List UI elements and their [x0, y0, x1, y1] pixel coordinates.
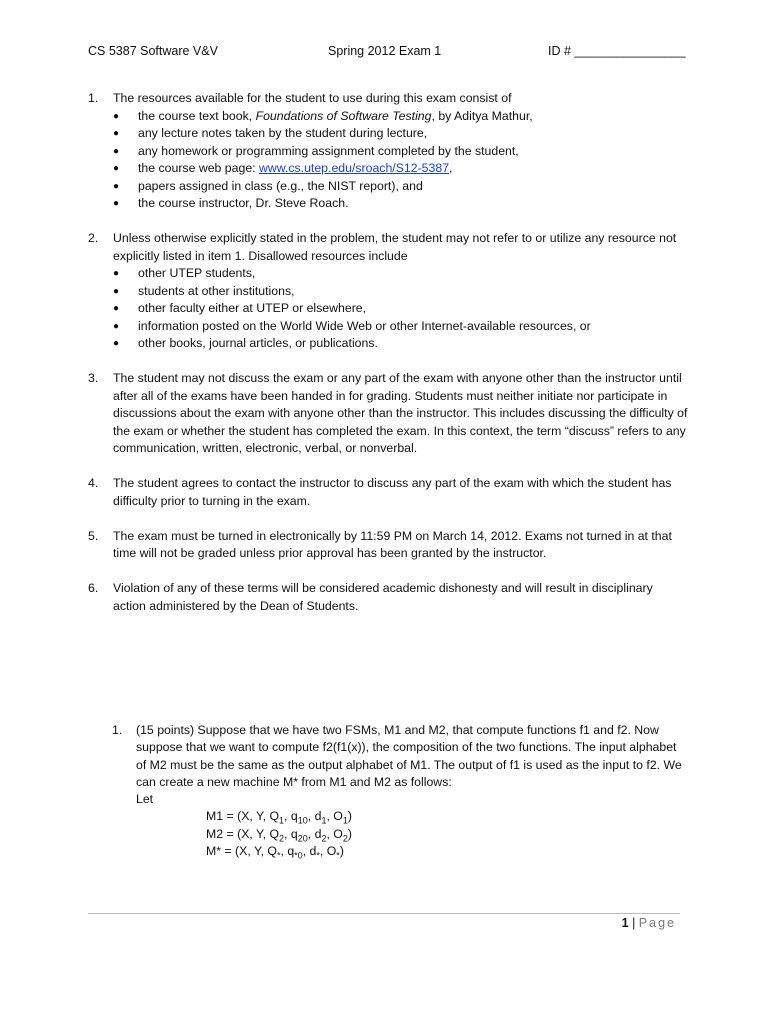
course-title: CS 5387 Software V&V [88, 44, 218, 58]
bullet-text: any lecture notes taken by the student during lecture, [138, 126, 428, 140]
bullet-text: any homework or programming assignment completed by the student, [138, 143, 519, 158]
bullet-item [113, 195, 688, 213]
bullet-icon: ● [113, 320, 120, 332]
bullet-text: students at other institutions, [138, 283, 295, 298]
formula-m2: M2 = (X, Y, $Q_2$, $q_{20}$, $d_2$, $O_2$) [206, 826, 352, 844]
rule-text: Violation of any of these terms will be considered academic dishonesty and will result in disciplinary action administered by the Dean of Students. [113, 581, 653, 613]
bullet-item [113, 335, 688, 353]
rule-text: The student agrees to contact the instructor to discuss any part of the exam with which the student has difficulty prior to turning in the exam. [113, 476, 672, 508]
rule-item [88, 580, 688, 615]
rule-number: 3. [88, 371, 99, 385]
bullet-text: information posted on the World Wide Web or other Internet-available resources, or [138, 318, 591, 333]
bullet-list [113, 108, 688, 213]
bullet-icon: ● [113, 303, 120, 314]
rule-number: 5. [88, 528, 99, 543]
bullet-item [113, 125, 688, 143]
bullet-icon: ● [113, 128, 120, 139]
bullet-icon: ● [113, 268, 120, 279]
rule-text: The exam must be turned in electronically by 11:59 PM on March 14, 2012. Exams not turned in at that time will not be graded unless prior approval has been granted by the instructor. [113, 528, 672, 560]
footer-divider [88, 913, 680, 914]
bullet-list [113, 265, 688, 353]
let-label: Let [136, 792, 154, 807]
bullet-icon: ● [113, 110, 120, 122]
rule-item [88, 230, 688, 353]
rule-number: 2. [88, 231, 99, 245]
bullet-text: , [449, 161, 453, 175]
bullet-icon: ● [113, 163, 120, 174]
bullet-text: papers assigned in class (e.g., the NIST report), and [138, 178, 423, 193]
rule-text: The student may not discuss the exam or any part of the exam with anyone other than the instructor until after all of the exams have been handed in for grading. Students must neither initiate nor participate in discussions about the exam with anyone other than the instructor. This includes discussing the difficulty of the exam or whether the student has completed the exam. In this context, the term “discuss” refers to any communication, written, electronic, verbal, or nonverbal. [113, 371, 688, 455]
rule-item [88, 528, 688, 563]
question-text: (15 points) Suppose that we have two FSMs, M1 and M2, that compute functions f1 and f2. Now suppose that we want to compute f2(f1(x)), the composition of the two functions. The input alphabet of M2 must be the same as the output alphabet of M1. The output of f1 is used as the input to f2. We can create a new machine M* from M1 and M2 as follows: [136, 723, 682, 789]
id-field-label: ID # ________________ [548, 44, 686, 58]
book-title: Foundations of Software Testing [255, 108, 432, 123]
exam-rules [88, 90, 688, 633]
rule-number: 6. [88, 581, 99, 595]
question-1 [112, 722, 682, 860]
rule-text: The resources available for the student to use during this exam consist of [113, 91, 512, 105]
exam-term: Spring 2012 Exam 1 [328, 44, 442, 58]
bullet-item [113, 300, 688, 318]
rule-text: Unless otherwise explicitly stated in the problem, the student may not refer to or utilize any resource not explicitly listed in item 1. Disallowed resources include [113, 231, 677, 263]
bullet-item [113, 283, 688, 301]
bullet-text: other faculty either at UTEP or elsewhere, [138, 301, 367, 315]
page-footer [622, 916, 676, 930]
bullet-text: , by Aditya Mathur, [431, 108, 533, 123]
rule-number: 4. [88, 476, 99, 490]
footer-separator: | [632, 916, 636, 930]
question-number: 1. [112, 723, 123, 737]
bullet-icon: ● [113, 198, 120, 209]
bullet-item [113, 178, 688, 196]
bullet-icon: ● [113, 145, 120, 157]
bullet-icon: ● [113, 285, 120, 297]
bullet-item [113, 318, 688, 336]
formula-m1: M1 = (X, Y, $Q_1$, $q_{10}$, $d_1$, $O_1$) [206, 809, 352, 826]
bullet-icon: ● [113, 180, 120, 192]
page-header [88, 44, 686, 64]
formula-mstar: M* = (X, Y, $Q_*$, $q_{*0}$, $d_*$, $O_*$) [206, 844, 344, 861]
bullet-item [113, 143, 688, 161]
page-word: Page [638, 916, 676, 930]
bullet-text: other UTEP students, [138, 266, 256, 280]
rule-number: 1. [88, 91, 99, 105]
bullet-icon: ● [113, 338, 120, 349]
bullet-item [113, 265, 688, 283]
bullet-text: the course web page: [138, 161, 259, 175]
page-number: 1 [621, 916, 629, 930]
rule-item [88, 370, 688, 458]
bullet-item [113, 108, 688, 126]
question-body [112, 722, 682, 860]
bullet-text: other books, journal articles, or publications. [138, 336, 378, 350]
rule-item [88, 90, 688, 213]
rule-item [88, 475, 688, 510]
bullet-text: the course text book, [138, 108, 256, 123]
course-web-link[interactable]: www.cs.utep.edu/sroach/S12-5387 [259, 161, 450, 175]
bullet-item [113, 160, 688, 178]
bullet-text: the course instructor, Dr. Steve Roach. [138, 196, 349, 210]
